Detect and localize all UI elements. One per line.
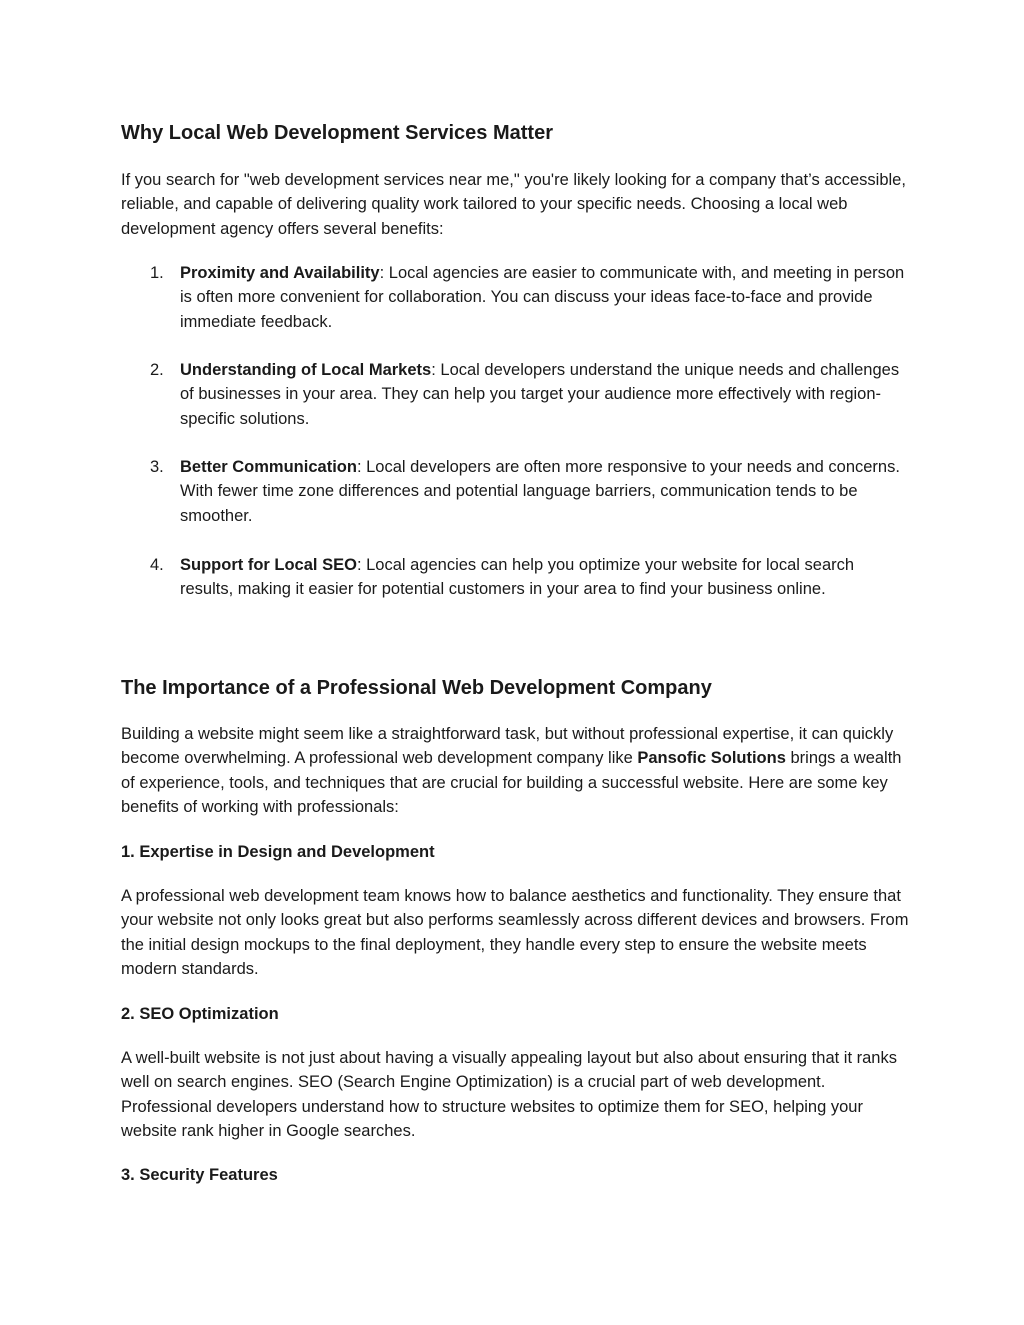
list-item (121, 358, 911, 431)
list-item-text: : Local developers are often more responsive to your needs and concerns. With fewer time zone differences and potential language barriers, communication tends to be smoother. (180, 458, 900, 525)
subsection-heading: 3. Security Features (121, 1166, 278, 1184)
list-number: 4. (150, 556, 164, 574)
list-number: 2. (150, 361, 164, 379)
subsection-text: A well-built website is not just about having a visually appealing layout but also about ensuring that it ranks well on search engines. SEO (Search Engine Optimization) is a crucial part of web development. Professional developers understand how to structure websites to optimize them for SEO, helping your website rank higher in Google searches. (121, 1049, 897, 1141)
list-item-text: : Local agencies are easier to communicate with, and meeting in person is often more convenient for collaboration. You can discuss your ideas face-to-face and provide immediate feedback. (180, 264, 905, 331)
section-intro: If you search for "web development services near me," you're likely looking for a company that’s accessible, reliable, and capable of delivering quality work tailored to your specific needs. Choosing a local web development agency offers several benefits: (121, 171, 906, 238)
list-item-title: Better Communication (180, 458, 357, 476)
list-item (121, 455, 911, 528)
subsection-heading: 1. Expertise in Design and Development (121, 843, 435, 861)
section-heading: Why Local Web Development Services Matter (121, 122, 553, 144)
subsection-text: A professional web development team knows how to balance aesthetics and functionality. They ensure that your website not only looks great but also performs seamlessly across different devices and browsers. From the initial design mockups to the final deployment, they handle every step to ensure the website meets modern standards. (121, 887, 909, 979)
company-name: Pansofic Solutions (637, 749, 786, 768)
list-item (121, 553, 911, 602)
list-number: 3. (150, 458, 164, 476)
list-item-title: Proximity and Availability (180, 264, 380, 282)
section-heading: The Importance of a Professional Web Development Company (121, 677, 712, 699)
section-intro (121, 722, 911, 820)
subsection-heading: 2. SEO Optimization (121, 1005, 279, 1023)
list-item-title: Understanding of Local Markets (180, 361, 432, 379)
list-number: 1. (150, 264, 164, 282)
list-item-title: Support for Local SEO (180, 556, 357, 574)
intro-text: brings a wealth of experience, tools, and techniques that are crucial for building a successful website. Here are some key benefits of working with professionals: (121, 749, 902, 817)
list-item-text: : Local developers understand the unique needs and challenges of businesses in your area. They can help you target your audience more effectively with region-specific solutions. (180, 361, 900, 428)
list-item (121, 261, 911, 334)
list-item-text: : Local agencies can help you optimize your website for local search results, making it easier for potential customers in your area to find your business online. (180, 556, 855, 599)
intro-text: Building a website might seem like a straightforward task, but without professional expertise, it can quickly become overwhelming. A professional web development company like (121, 725, 894, 768)
